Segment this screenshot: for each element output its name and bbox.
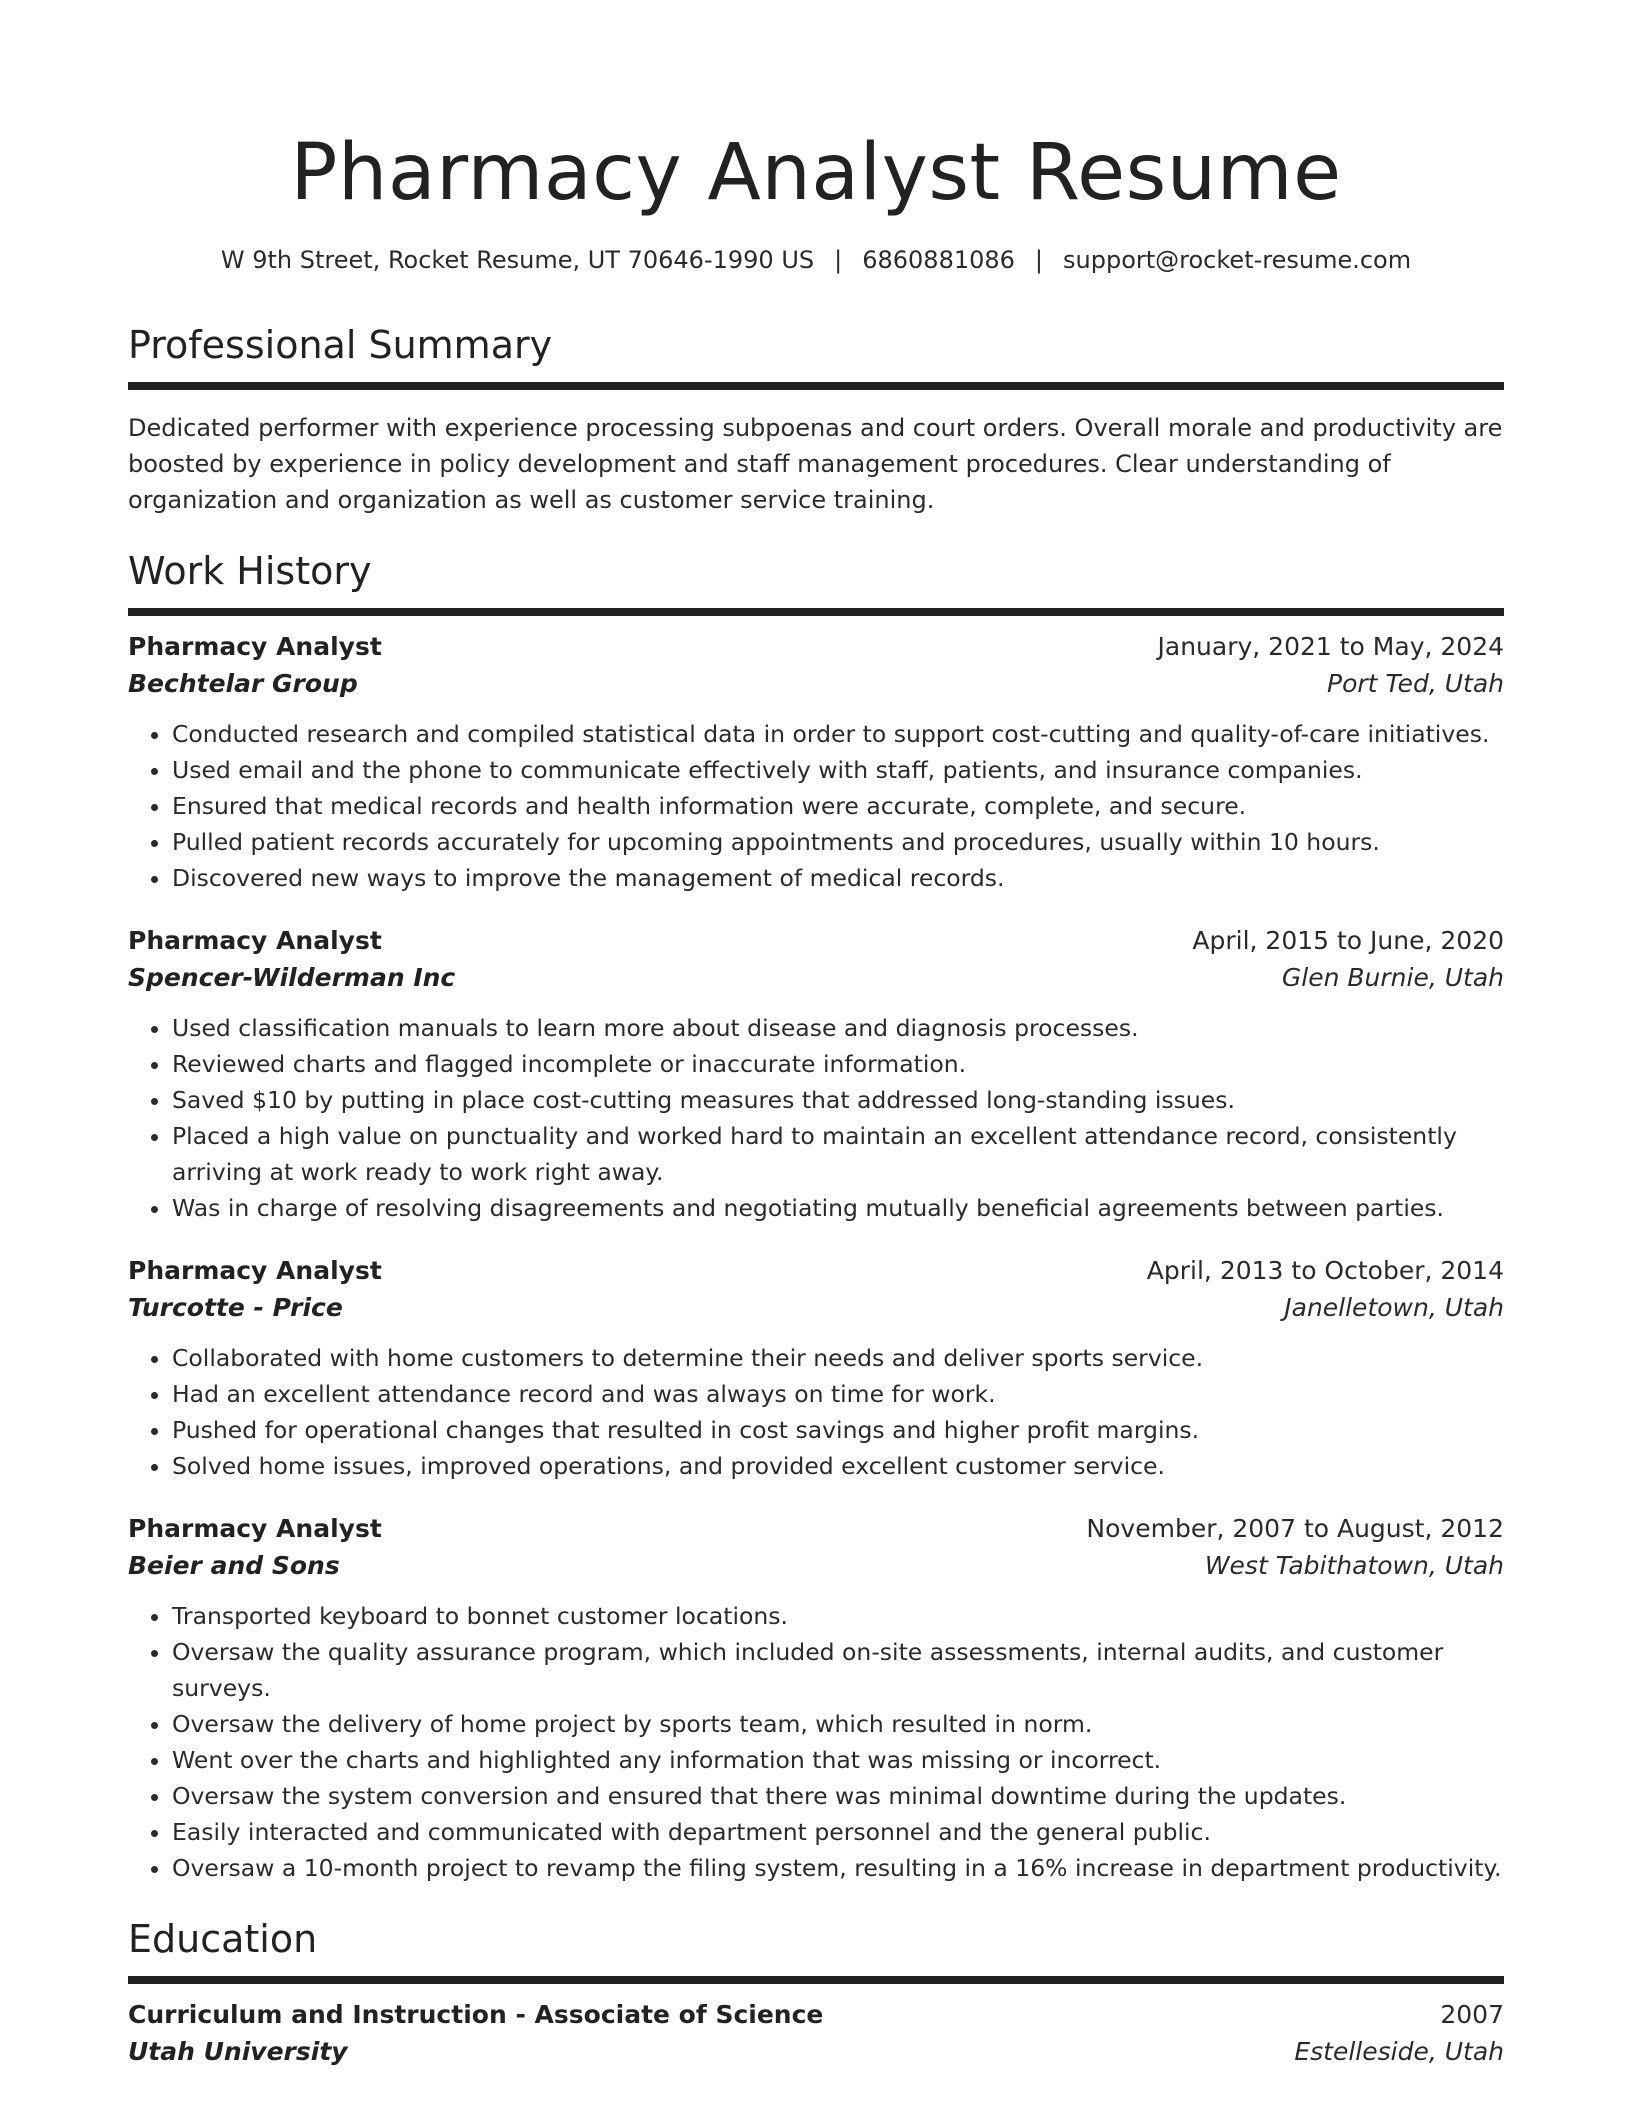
education-section <box>128 1917 1504 2066</box>
summary-section <box>128 323 1504 518</box>
job-location: Glen Burnie, Utah <box>1281 963 1504 992</box>
job-entry <box>128 1256 1504 1484</box>
job-dates: April, 2015 to June, 2020 <box>1192 926 1504 955</box>
section-title-work-history: Work History <box>128 549 372 593</box>
contact-address: W 9th Street, Rocket Resume, UT 70646-1990 US <box>220 246 815 274</box>
job-location: Port Ted, Utah <box>1327 669 1504 698</box>
job-bullet: • Oversaw the delivery of home project by sports team, which resulted in norm. <box>172 1706 1504 1742</box>
job-bullet-list <box>128 1340 1504 1484</box>
job-subheader <box>128 1293 1504 1322</box>
job-dates: April, 2013 to October, 2014 <box>1146 1256 1504 1285</box>
job-company: Spencer-Wilderman Inc <box>128 963 456 992</box>
job-bullet: • Solved home issues, improved operations, and provided excellent customer service. <box>172 1448 1504 1484</box>
job-entry <box>128 926 1504 1226</box>
job-title: Pharmacy Analyst <box>128 1514 382 1543</box>
job-bullet: • Went over the charts and highlighted any information that was missing or incorrect. <box>172 1742 1504 1778</box>
job-company: Beier and Sons <box>128 1551 340 1580</box>
education-subheader <box>128 2037 1504 2066</box>
contact-separator: | <box>834 246 843 274</box>
contact-line <box>128 246 1504 274</box>
section-title-education: Education <box>128 1917 318 1961</box>
contact-separator: | <box>1034 246 1044 274</box>
job-header <box>128 1256 1504 1285</box>
job-bullet: • Easily interacted and communicated with department personnel and the general public. <box>172 1814 1504 1850</box>
job-bullet: • Pushed for operational changes that resulted in cost savings and higher profit margins. <box>172 1412 1504 1448</box>
job-entry <box>128 632 1504 896</box>
job-location: West Tabithatown, Utah <box>1204 1551 1504 1580</box>
section-title-summary: Professional Summary <box>128 323 553 367</box>
job-bullet: • Was in charge of resolving disagreements and negotiating mutually beneficial agreements between parties. <box>172 1190 1504 1226</box>
job-title: Pharmacy Analyst <box>128 1256 382 1285</box>
job-header <box>128 926 1504 955</box>
section-divider <box>128 1976 1504 1982</box>
contact-phone: 6860881086 <box>862 246 1015 274</box>
job-dates: January, 2021 to May, 2024 <box>1157 632 1504 661</box>
education-entry <box>128 2000 1504 2066</box>
job-bullet: • Had an excellent attendance record and was always on time for work. <box>172 1376 1504 1412</box>
summary-text: Dedicated performer with experience processing subpoenas and court orders. Overall morale and productivity are boosted by experience in policy development and staff management procedures. Clear understanding of organization and organization as well as customer service training. <box>128 414 1503 514</box>
job-bullet: • Placed a high value on punctuality and worked hard to maintain an excellent attendance record, consistently arriving at work ready to work right away. <box>172 1118 1504 1190</box>
section-divider <box>128 608 1504 614</box>
job-bullet: • Conducted research and compiled statistical data in order to support cost-cutting and quality-of-care initiatives. <box>172 716 1504 752</box>
job-company: Bechtelar Group <box>128 669 358 698</box>
job-bullet: • Collaborated with home customers to determine their needs and deliver sports service. <box>172 1340 1504 1376</box>
resume-title: Pharmacy Analyst Resume <box>290 128 1342 218</box>
job-bullet-list <box>128 716 1504 896</box>
job-bullet: • Oversaw the system conversion and ensured that there was minimal downtime during the updates. <box>172 1778 1504 1814</box>
job-bullet: • Ensured that medical records and health information were accurate, complete, and secure. <box>172 788 1504 824</box>
job-subheader <box>128 669 1504 698</box>
contact-email: support@rocket-resume.com <box>1063 246 1412 274</box>
section-divider <box>128 382 1504 388</box>
job-company: Turcotte - Price <box>128 1293 343 1322</box>
job-bullet: • Transported keyboard to bonnet customer locations. <box>172 1598 1504 1634</box>
education-year: 2007 <box>1440 2000 1504 2029</box>
job-bullet: • Reviewed charts and flagged incomplete or inaccurate information. <box>172 1046 1504 1082</box>
job-location: Janelletown, Utah <box>1284 1293 1504 1322</box>
job-subheader <box>128 963 1504 992</box>
job-bullet: • Oversaw the quality assurance program, which included on-site assessments, internal audits, and customer surveys. <box>172 1634 1504 1706</box>
job-dates: November, 2007 to August, 2012 <box>1086 1514 1504 1543</box>
education-header <box>128 2000 1504 2029</box>
job-bullet-list <box>128 1598 1504 1886</box>
work-history-section <box>128 549 1504 1886</box>
job-bullet: • Oversaw a 10-month project to revamp the filing system, resulting in a 16% increase in department productivity. <box>172 1850 1504 1886</box>
education-degree: Curriculum and Instruction - Associate of Science <box>128 2000 824 2029</box>
job-header <box>128 632 1504 661</box>
job-entry <box>128 1514 1504 1886</box>
job-bullet-list <box>128 1010 1504 1226</box>
education-school: Utah University <box>128 2037 348 2066</box>
job-bullet: • Saved $10 by putting in place cost-cutting measures that addressed long-standing issues. <box>172 1082 1504 1118</box>
job-bullet: • Used email and the phone to communicate effectively with staff, patients, and insurance companies. <box>172 752 1504 788</box>
job-subheader <box>128 1551 1504 1580</box>
job-bullet: • Used classification manuals to learn more about disease and diagnosis processes. <box>172 1010 1504 1046</box>
job-title: Pharmacy Analyst <box>128 632 382 661</box>
job-title: Pharmacy Analyst <box>128 926 382 955</box>
job-header <box>128 1514 1504 1543</box>
job-bullet: • Discovered new ways to improve the management of medical records. <box>172 860 1504 896</box>
job-bullet: • Pulled patient records accurately for upcoming appointments and procedures, usually within 10 hours. <box>172 824 1504 860</box>
education-location: Estelleside, Utah <box>1294 2037 1504 2066</box>
